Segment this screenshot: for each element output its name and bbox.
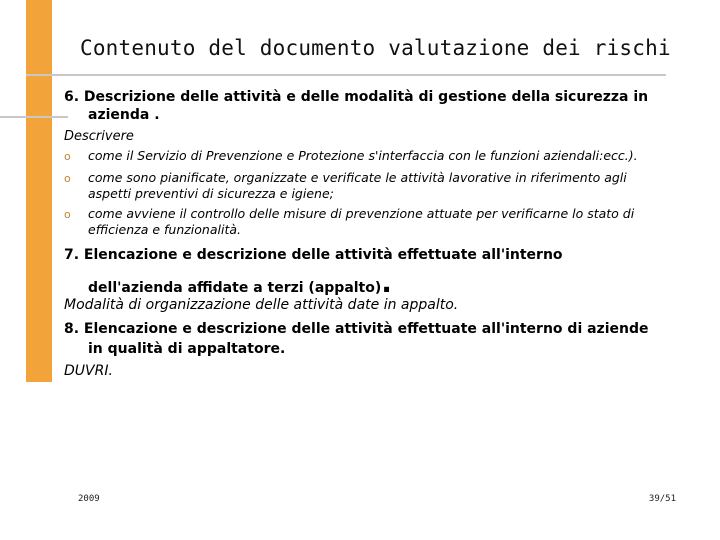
- section-8-note: DUVRI.: [64, 363, 113, 379]
- section-7-heading: 7. Elencazione e descrizione delle attività effettuate all'interno: [64, 247, 563, 263]
- section-6-heading: 6. Descrizione delle attività e delle modalità di gestione della sicurezza in: [64, 89, 649, 105]
- section-7-period: .: [381, 266, 392, 299]
- bullet-text: aspetti preventivi di sicurezza e igiene;: [88, 186, 334, 201]
- section-6-heading-cont: azienda .: [88, 107, 160, 123]
- bullet-text: efficienza e funzionalità.: [88, 222, 241, 237]
- section-7-note: Modalità di organizzazione delle attività date in appalto.: [64, 297, 459, 313]
- bullet-icon: o: [64, 172, 71, 185]
- bullet-icon: o: [64, 150, 71, 163]
- bullet-text: come avviene il controllo delle misure di prevenzione attuate per verificarne lo stato di: [88, 206, 635, 221]
- accent-bar: [26, 0, 52, 382]
- section-8-heading: 8. Elencazione e descrizione delle attività effettuate all'interno di aziende: [64, 321, 649, 337]
- bullet-text: come il Servizio di Prevenzione e Protezione s'interfaccia con le funzioni aziendali:ecc.).: [88, 148, 638, 163]
- title-divider: [26, 74, 666, 76]
- page-title: Contenuto del documento valutazione dei rischi: [80, 36, 671, 60]
- left-divider: [0, 116, 68, 118]
- bullet-icon: o: [64, 208, 71, 221]
- section-7-heading-text: dell'azienda affidate a terzi (appalto): [88, 280, 382, 296]
- section-7-heading-cont: [88, 266, 392, 299]
- intro-text: Descrivere: [64, 129, 134, 144]
- footer-year: 2009: [78, 494, 100, 504]
- bullet-text: come sono pianificate, organizzate e verificate le attività lavorative in riferimento agli: [88, 170, 627, 185]
- page-number: 39/51: [648, 494, 676, 504]
- section-8-heading-cont: in qualità di appaltatore.: [88, 341, 286, 357]
